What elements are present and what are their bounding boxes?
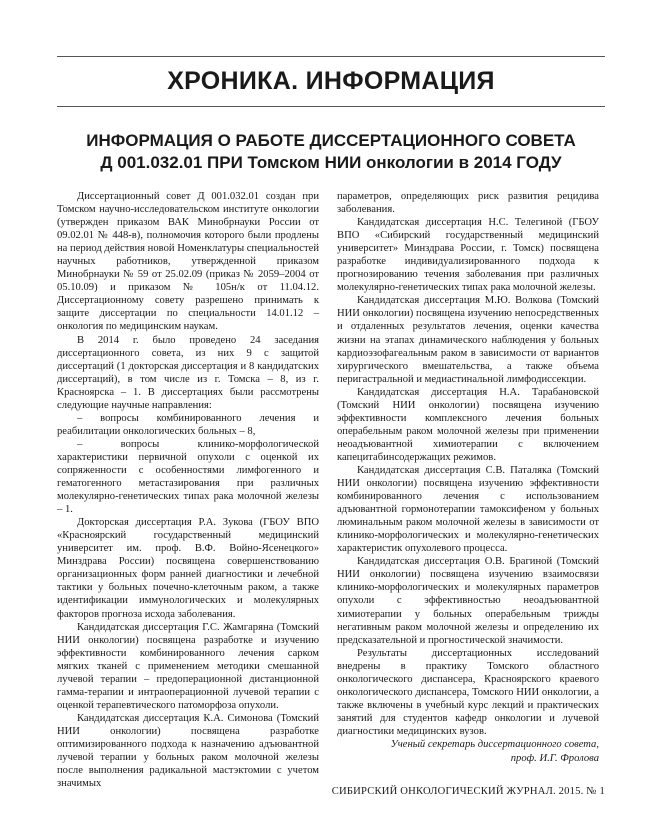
- paragraph: Кандидатская диссертация Н.А. Тарабановской (Томский НИИ онкологии) посвящена изучению эффективности комплексного лечения больных операбельным раком молочной железы при применении неоадъювантной химиотерапии с включением капецитабинсодержащих режимов.: [337, 386, 599, 463]
- section-title: ХРОНИКА. ИНФОРМАЦИЯ: [57, 56, 605, 107]
- paragraph: Результаты диссертационных исследований внедрены в практику Томского областного онкологического диспансера, Красноярского краевого онкологического диспансера, Томского НИИ онкологии, а также включены в учебный курс лекций и практических занятий для студентов кафедр онкологии и лучевой диагностики медицинских вузов.: [337, 647, 599, 737]
- paragraph: Кандидатская диссертация М.Ю. Волкова (Томский НИИ онкологии) посвящена изучению непосредственных и отдаленных результатов лечения, оценки качества жизни на этапах динамического наблюдения у больных кардиоэзофагеальным раком в зависимости от вариантов хирургического вмешательства, а также объема перигастральной и медиастинальной лимфодиссекции.: [337, 295, 599, 385]
- paragraph: Кандидатская диссертация С.В. Паталяка (Томский НИИ онкологии) посвящена изучению эффективности комбинированного лечения с использованием адъювантной гормонотерапии тамоксифеном у больных люминальным раком молочной железы в зависимости от клинико-морфологических и молекулярно-генетических характеристик опухолевого процесса.: [337, 464, 599, 555]
- paragraph: Кандидатская диссертация К.А. Симонова (Томский НИИ онкологии) посвящена разработке оптимизированного подхода к назначению адъювантной лучевой терапии у больных раком молочной железы после выполнения радикальной мастэктомии с учетом значимых: [57, 712, 319, 790]
- signature: [337, 738, 599, 767]
- paragraph: Кандидатская диссертация Г.С. Жамгаряна (Томский НИИ онкологии) посвящена разработке и изучению эффективности комбинированного лечения сарком мягких тканей с применением методики смешанной лучевой терапии – предоперационной дистанционной гамма-терапии и интраоперационной лучевой терапии с оценкой терапевтического патоморфоза опухоли.: [57, 621, 319, 711]
- signature-title: Ученый секретарь диссертационного совета,: [390, 738, 599, 750]
- article-title-line-1: ИНФОРМАЦИЯ О РАБОТЕ ДИССЕРТАЦИОННОГО СОВЕТА: [86, 131, 576, 150]
- article-title-line-2: Д 001.032.01 ПРИ Томском НИИ онкологии в 2014 ГОДУ: [100, 153, 562, 172]
- journal-footer: СИБИРСКИЙ ОНКОЛОГИЧЕСКИЙ ЖУРНАЛ. 2015. № 1: [331, 786, 605, 797]
- left-column: [57, 190, 319, 790]
- paragraph: В 2014 г. было проведено 24 заседания диссертационного совета, из них 9 с защитой диссертаций (1 докторская диссертация и 8 кандидатских диссертаций), в том числе из г. Томска – 8, из г. Красноярска – 1. В диссертациях были рассмотрены следующие научные направления:: [57, 334, 319, 411]
- right-column: [337, 190, 599, 767]
- paragraph: – вопросы комбинированного лечения и реабилитации онкологических больных – 8,: [57, 412, 319, 437]
- article-title: [57, 130, 605, 174]
- signature-name: проф. И.Г. Фролова: [510, 753, 599, 765]
- paragraph: – вопросы клинико-морфологической характеристики первичной опухоли с оценкой их сопряженности с особенностями лимфогенного и гематогенного метастазирования при различных молекулярно-генетических типах рака молочной железы – 1.: [57, 438, 319, 516]
- paragraph: Докторская диссертация Р.А. Зукова (ГБОУ ВПО «Красноярский государственный медицинский университет им. проф. В.Ф. Войно-Ясенецкого» Минздрава России) посвящена совершенствованию организационных форм ранней диагностики и лечебной тактики у больных почечно-клеточным раком, а также идентификации иммунологических и молекулярных факторов прогноза исхода заболевания.: [57, 517, 319, 620]
- paragraph-continuation: параметров, определяющих риск развития рецидива заболевания.: [337, 191, 599, 216]
- paragraph: Кандидатская диссертация Н.С. Телегиной (ГБОУ ВПО «Сибирский государственный медицинский университет» Минздрава России, г. Томск) посвящена разработке индивидуализированного подхода к прогнозированию течения заболевания при различных молекулярно-генетических типах рака молочной железы.: [337, 217, 599, 294]
- paragraph: Кандидатская диссертация О.В. Брагиной (Томский НИИ онкологии) посвящена изучению взаимосвязи клинико-морфологических и молекулярных параметров опухоли с эффективностью неоадъювантной химиотерапии у больных операбельным трижды негативным раком молочной железы и определению их предсказательной и прогностической значимости.: [337, 556, 599, 646]
- paragraph: Диссертационный совет Д 001.032.01 создан при Томском научно-исследовательском институте онкологии (утвержден приказом ВАК Минобрнауки России от 09.02.01 № 448-в), полномочия которого были продлены на период действия новой Номенклатуры специальностей научных работников, утвержденной приказом Минобрнауки № 59 от 25.02.09 (приказ № 2059–2004 от 05.10.09) и приказом № 105н/к от 11.04.12. Диссертационному совету разрешено принимать к защите диссертации по специальности 14.01.12 – онкология по медицинским наукам.: [57, 191, 319, 333]
